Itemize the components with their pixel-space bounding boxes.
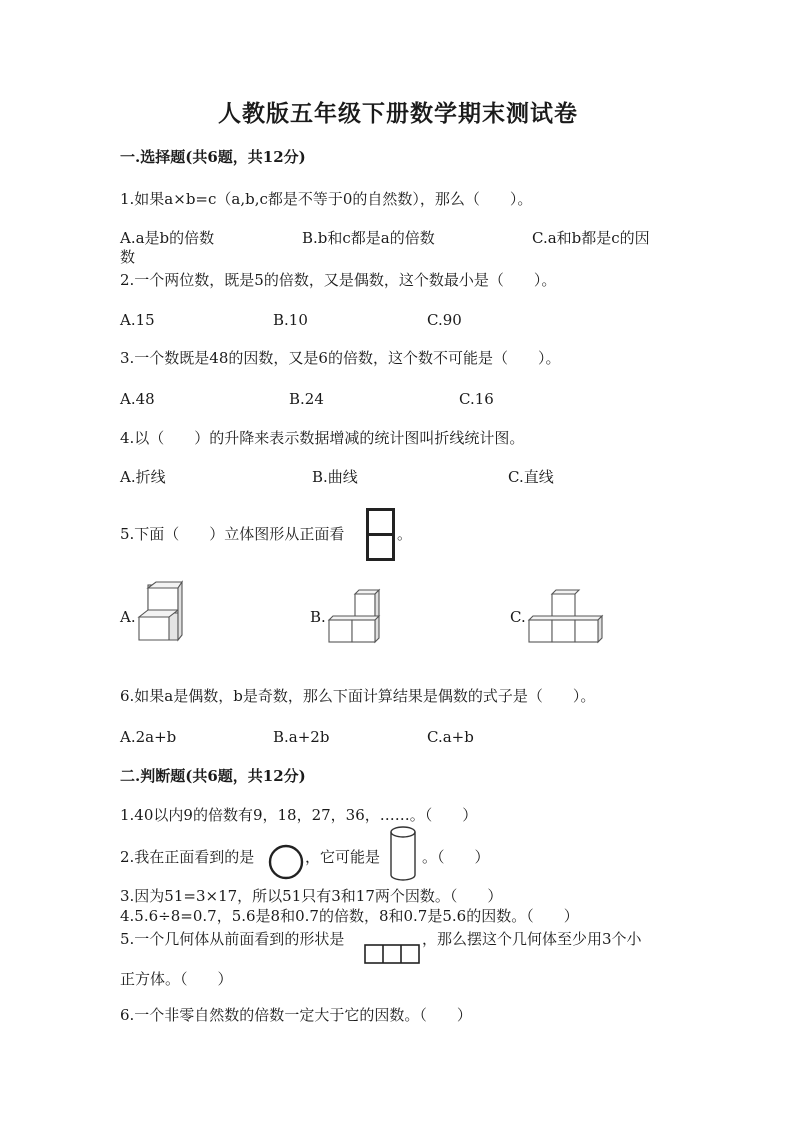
option-b-figure: [328, 590, 382, 646]
section-heading-choice: 一.选择题(共6题，共12分): [120, 148, 306, 166]
option-b: B.: [310, 608, 326, 626]
option-b: B.24: [289, 390, 324, 408]
option-a: A.2a+b: [120, 728, 177, 746]
statement: ，那么摆这个几何体至少用3个小: [422, 930, 642, 948]
option-c: C.: [510, 608, 526, 626]
statement: 4.5.6÷8=0.7，5.6是8和0.7的倍数，8和0.7是5.6的因数。（ ）: [120, 907, 579, 925]
question-stem: 2.一个两位数，既是5的倍数，又是偶数，这个数最小是（ ）。: [120, 271, 557, 289]
option-a: A.15: [120, 311, 155, 329]
statement: 5.一个几何体从前面看到的形状是: [120, 930, 345, 948]
statement: 1.40以内9的倍数有9，18，27，36，……。（ ）: [120, 806, 478, 824]
option-b: B.a+2b: [273, 728, 330, 746]
option-c: C.a和b都是c的因: [532, 229, 650, 247]
question-stem: 6.如果a是偶数，b是奇数，那么下面计算结果是偶数的式子是（ ）。: [120, 687, 596, 705]
option-c: C.直线: [508, 468, 554, 486]
statement-continuation: 正方体。（ ）: [120, 970, 233, 988]
circle-figure: [268, 844, 304, 880]
statement: 2.我在正面看到的是: [120, 848, 255, 866]
option-a: A.48: [120, 390, 155, 408]
statement: ，它可能是: [305, 848, 381, 866]
three-squares-figure: [364, 943, 422, 965]
option-c: C.16: [459, 390, 494, 408]
page-title: 人教版五年级下册数学期末测试卷: [218, 100, 578, 127]
option-c-continuation: 数: [120, 248, 136, 266]
option-b: B.曲线: [312, 468, 358, 486]
statement: 。（ ）: [422, 848, 490, 866]
option-b: B.10: [273, 311, 308, 329]
question-stem: 1.如果a×b=c（a,b,c都是不等于0的自然数），那么（ ）。: [120, 190, 533, 208]
question-stem: 5.下面（ ）立体图形从正面看: [120, 525, 345, 543]
cylinder-figure: [388, 825, 418, 883]
question-stem: 3.一个数既是48的因数，又是6的倍数，这个数不可能是（ ）。: [120, 349, 561, 367]
statement: 3.因为51=3×17，所以51只有3和17两个因数。（ ）: [120, 887, 503, 905]
option-b: B.b和c都是a的倍数: [302, 229, 435, 247]
statement: 6.一个非零自然数的倍数一定大于它的因数。（ ）: [120, 1006, 472, 1024]
option-c: C.a+b: [427, 728, 474, 746]
front-view-figure: [366, 508, 396, 562]
option-c-figure: [528, 590, 604, 646]
question-end: 。: [397, 525, 413, 543]
section-heading-judgement: 二.判断题(共6题，共12分): [120, 767, 306, 785]
option-c: C.90: [427, 311, 462, 329]
option-a: A.: [120, 608, 136, 626]
question-stem: 4.以（ ）的升降来表示数据增减的统计图叫折线统计图。: [120, 429, 525, 447]
option-a: A.折线: [120, 468, 166, 486]
option-a: A.a是b的倍数: [120, 229, 215, 247]
option-a-figure: [138, 584, 182, 644]
